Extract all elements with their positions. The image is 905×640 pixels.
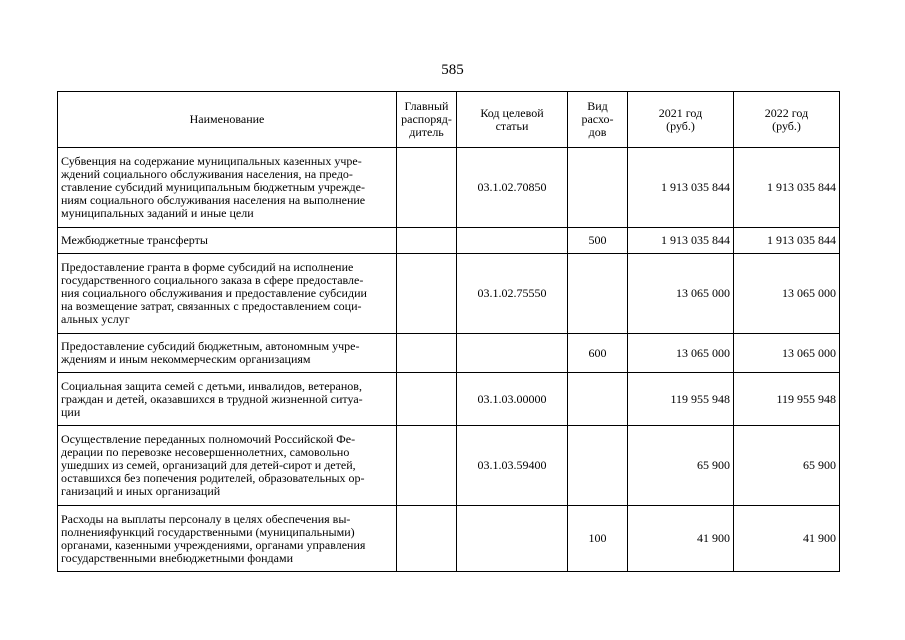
cell-name-line: граждан и детей, оказавшихся в трудной жизненной ситуа- bbox=[61, 391, 363, 406]
cell-vid bbox=[568, 426, 628, 506]
header-line: Код целевой bbox=[480, 105, 544, 120]
header-vid bbox=[568, 92, 628, 148]
cell-2021: 1 913 035 844 bbox=[628, 148, 734, 228]
header-code bbox=[457, 92, 568, 148]
cell-chief bbox=[397, 373, 457, 426]
cell-name-line: оставшихся без попечения родителей, образовательных ор- bbox=[61, 471, 365, 485]
cell-2021: 1 913 035 844 bbox=[628, 228, 734, 254]
table-row bbox=[58, 254, 840, 334]
cell-2021: 41 900 bbox=[628, 506, 734, 572]
cell-name-line: дерации по перевозке несовершеннолетних, самовольно bbox=[61, 445, 350, 459]
cell-code: 03.1.03.59400 bbox=[457, 426, 568, 506]
cell-2022: 13 065 000 bbox=[734, 334, 840, 373]
header-chief bbox=[397, 92, 457, 148]
cell-name-line: ния социального обслуживания и предоставление субсидии bbox=[61, 286, 367, 300]
header-line: распоряд- bbox=[401, 112, 452, 126]
cell-2021: 65 900 bbox=[628, 426, 734, 506]
cell-2021: 13 065 000 bbox=[628, 334, 734, 373]
cell-chief bbox=[397, 148, 457, 228]
cell-name-line: Предоставление гранта в форме субсидий на исполнение bbox=[61, 260, 354, 274]
header-line: 2021 год bbox=[658, 105, 703, 120]
header-line: Вид bbox=[587, 99, 608, 113]
cell-chief bbox=[397, 506, 457, 572]
cell-name bbox=[58, 254, 397, 334]
cell-name bbox=[58, 148, 397, 228]
header-2022 bbox=[734, 92, 840, 148]
cell-2022: 13 065 000 bbox=[734, 254, 840, 334]
header-line: (руб.) bbox=[666, 118, 695, 133]
cell-name-line: ции bbox=[61, 404, 81, 419]
table-row bbox=[58, 426, 840, 506]
header-line: Главный bbox=[404, 99, 449, 113]
table-row bbox=[58, 148, 840, 228]
table-body bbox=[58, 148, 840, 572]
table-row bbox=[58, 334, 840, 373]
cell-code: 03.1.02.70850 bbox=[457, 148, 568, 228]
cell-name-line: государственными внебюджетными фондами bbox=[61, 550, 294, 565]
cell-name-line: государственного социального заказа в сфере предоставле- bbox=[61, 273, 364, 287]
cell-name bbox=[58, 506, 397, 572]
cell-2021: 13 065 000 bbox=[628, 254, 734, 334]
cell-name-line: органами, казенными учреждениями, органами управления bbox=[61, 537, 366, 552]
header-row bbox=[58, 92, 840, 148]
cell-name-line: ждениям и иным некоммерческим организациям bbox=[61, 352, 311, 366]
header-line: статьи bbox=[495, 118, 529, 133]
cell-name-line: ниям социального обслуживания населения на выполнение bbox=[61, 193, 366, 207]
cell-2022: 119 955 948 bbox=[734, 373, 840, 426]
cell-chief bbox=[397, 426, 457, 506]
cell-name-line: полненияфункций государственными (муниципальными) bbox=[61, 524, 355, 539]
cell-code bbox=[457, 228, 568, 254]
cell-vid: 500 bbox=[568, 228, 628, 254]
page-number: 585 bbox=[441, 62, 464, 78]
cell-name-line: на возмещение затрат, связанных с предоставлением соци- bbox=[61, 299, 362, 313]
header-line: Наименование bbox=[189, 112, 265, 126]
cell-code bbox=[457, 334, 568, 373]
cell-name-line: Социальная защита семей с детьми, инвалидов, ветеранов, bbox=[61, 378, 362, 393]
cell-name-line: ставление субсидий муниципальным бюджетным учрежде- bbox=[61, 180, 365, 194]
cell-2022: 65 900 bbox=[734, 426, 840, 506]
cell-name bbox=[58, 426, 397, 506]
cell-name-line: альных услуг bbox=[61, 312, 130, 326]
table-row bbox=[58, 506, 840, 572]
cell-code: 03.1.03.00000 bbox=[457, 373, 568, 426]
cell-2022: 41 900 bbox=[734, 506, 840, 572]
header-line: дитель bbox=[409, 125, 444, 139]
cell-chief bbox=[397, 334, 457, 373]
header-line: дов bbox=[588, 125, 607, 139]
table-row bbox=[58, 373, 840, 426]
cell-vid: 600 bbox=[568, 334, 628, 373]
cell-vid: 100 bbox=[568, 506, 628, 572]
header-line: расхо- bbox=[581, 112, 614, 126]
cell-vid bbox=[568, 254, 628, 334]
table-row bbox=[58, 228, 840, 254]
cell-name-line: ушедших из семей, организаций для детей-сирот и детей, bbox=[61, 458, 356, 472]
budget-table bbox=[57, 91, 840, 572]
cell-name-line: Субвенция на содержание муниципальных казенных учре- bbox=[61, 154, 362, 168]
cell-vid bbox=[568, 373, 628, 426]
cell-name-line: Осуществление переданных полномочий Российской Фе- bbox=[61, 432, 356, 446]
cell-code: 03.1.02.75550 bbox=[457, 254, 568, 334]
cell-name bbox=[58, 373, 397, 426]
cell-2021: 119 955 948 bbox=[628, 373, 734, 426]
header-line: 2022 год bbox=[764, 105, 809, 120]
cell-chief bbox=[397, 228, 457, 254]
cell-2022: 1 913 035 844 bbox=[734, 228, 840, 254]
cell-name-line: муниципальных заданий и иные цели bbox=[61, 206, 254, 220]
cell-name-line: Межбюджетные трансферты bbox=[61, 233, 208, 247]
header-line: (руб.) bbox=[772, 118, 801, 133]
cell-2022: 1 913 035 844 bbox=[734, 148, 840, 228]
cell-name bbox=[58, 228, 397, 254]
header-2021 bbox=[628, 92, 734, 148]
header-name bbox=[58, 92, 397, 148]
cell-name-line: Расходы на выплаты персоналу в целях обеспечения вы- bbox=[61, 511, 351, 526]
cell-vid bbox=[568, 148, 628, 228]
cell-name-line: ждений социального обслуживания населения, на предо- bbox=[61, 167, 353, 181]
cell-name-line: ганизаций и иных организаций bbox=[61, 484, 221, 498]
cell-chief bbox=[397, 254, 457, 334]
cell-name-line: Предоставление субсидий бюджетным, автономным учре- bbox=[61, 339, 360, 353]
cell-code bbox=[457, 506, 568, 572]
cell-name bbox=[58, 334, 397, 373]
